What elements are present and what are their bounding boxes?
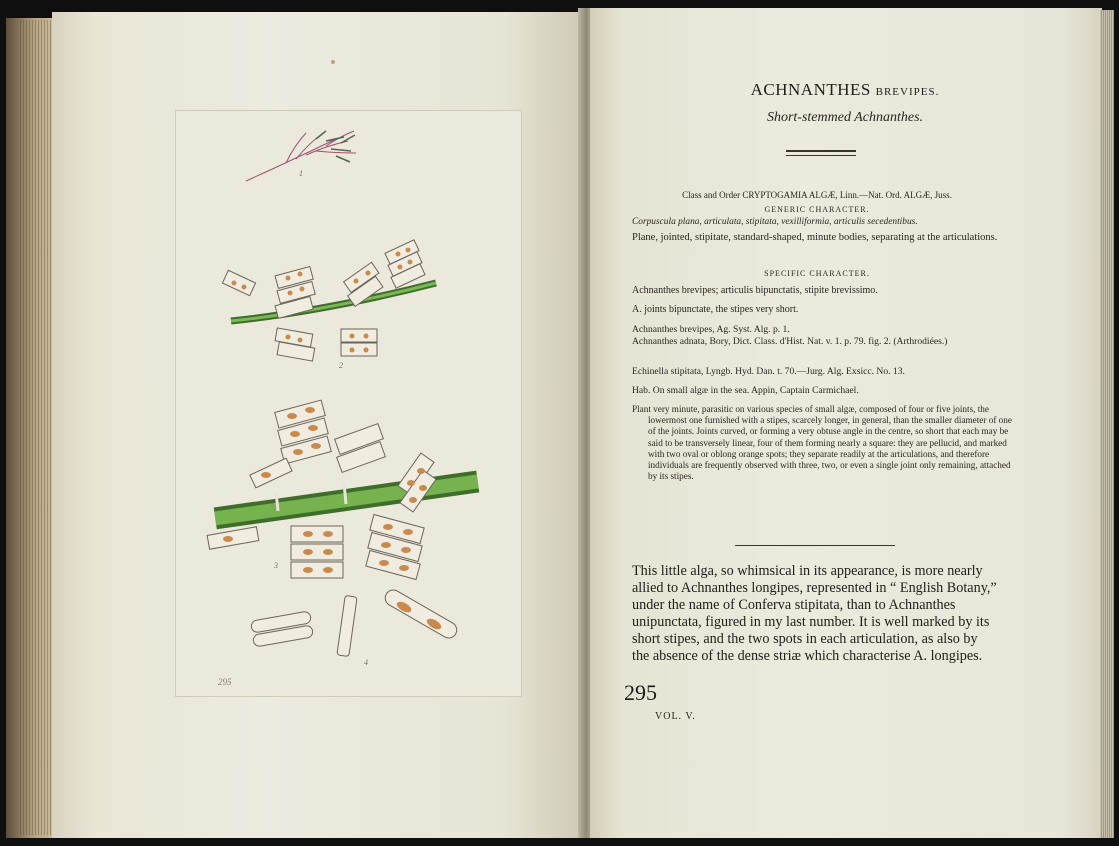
species-subtitle: Short-stemmed Achnanthes. xyxy=(766,110,924,125)
title-rule xyxy=(786,150,856,152)
section-rule xyxy=(735,545,895,546)
specific-latin: Achnanthes brevipes; articulis bipunctatis, stipite brevissimo. xyxy=(632,285,878,296)
specific-english: A. joints bipunctate, the stipes very short. xyxy=(632,304,799,315)
figure-label-2: 2 xyxy=(339,361,343,370)
species-title xyxy=(640,80,1050,100)
title-genus: ACHNANTHES xyxy=(750,80,871,99)
volume-label: VOL. V. xyxy=(655,711,696,722)
figure-label-4: 4 xyxy=(364,658,368,667)
figure-label-3: 3 xyxy=(274,561,278,570)
plant-description: Plant very minute, parasitic on various species of small algæ, composed of four or five joints, the lowermost one furnished with a stipes, scarcely longer, in general, than the smaller diameter of one of the joints. Joints curved, or forming a very obtuse angle in the centre, so short that each may be said to be transversely linear, four of them forming nearly a square: they are pellucid, and marked with two oval or oblong orange spots; they separate readily at the articulations, and therefore individuals are frequently observed with three, two, or even a single joint only remaining, attached by its stipes. xyxy=(632,404,1012,482)
paper-mark xyxy=(331,60,335,64)
figure-label-1: 1 xyxy=(299,169,303,178)
title-rule-thin xyxy=(786,155,856,156)
plate-number: 295 xyxy=(218,677,232,687)
body-paragraph: This little alga, so whimsical in its appearance, is more nearly allied to Achnanthes longipes, represented in “ English Botany,” under the name of Conferva stipitata, than to Achnanthes unipunctata, figured in my last number. It is well marked by its short stipes, and the two spots in each articulation, as also by the absence of the dense striæ which characterise A. longipes. xyxy=(632,563,997,664)
page-edges-right xyxy=(1100,10,1114,838)
specific-heading: SPECIFIC CHARACTER. xyxy=(764,269,870,278)
synonym-2: Achnanthes adnata, Bory, Dict. Class. d'Hist. Nat. v. 1. p. 79. fig. 2. (Arthrodiées.) xyxy=(632,336,948,347)
plate-illustration xyxy=(176,111,521,696)
generic-heading: GENERIC CHARACTER. xyxy=(764,205,870,214)
figure-2-joints xyxy=(222,240,425,361)
title-species: BREVIPES. xyxy=(875,86,940,98)
page-number: 295 xyxy=(624,680,657,705)
figure-1-tufts xyxy=(316,131,355,162)
habitat: Hab. On small algæ in the sea. Appin, Captain Carmichael. xyxy=(632,385,859,396)
figure-2-spots xyxy=(232,248,413,353)
generic-english: Plane, jointed, stipitate, standard-shaped, minute bodies, separating at the articulations. xyxy=(632,232,998,243)
generic-latin: Corpuscula plana, articulata, stipitata, vexilliformia, articulis secedentibus. xyxy=(632,217,918,227)
botanical-plate xyxy=(175,110,522,697)
page-edges-left xyxy=(20,20,54,835)
synonym-1: Achnanthes brevipes, Ag. Syst. Alg. p. 1. xyxy=(632,324,790,335)
synonym-3: Echinella stipitata, Lyngb. Hyd. Dan. t. 70.—Jurg. Alg. Exsicc. No. 13. xyxy=(632,366,905,377)
figure-2-filament xyxy=(231,283,436,321)
class-line: Class and Order CRYPTOGAMIA ALGÆ, Linn.—Nat. Ord. ALGÆ, Juss. xyxy=(682,190,952,200)
